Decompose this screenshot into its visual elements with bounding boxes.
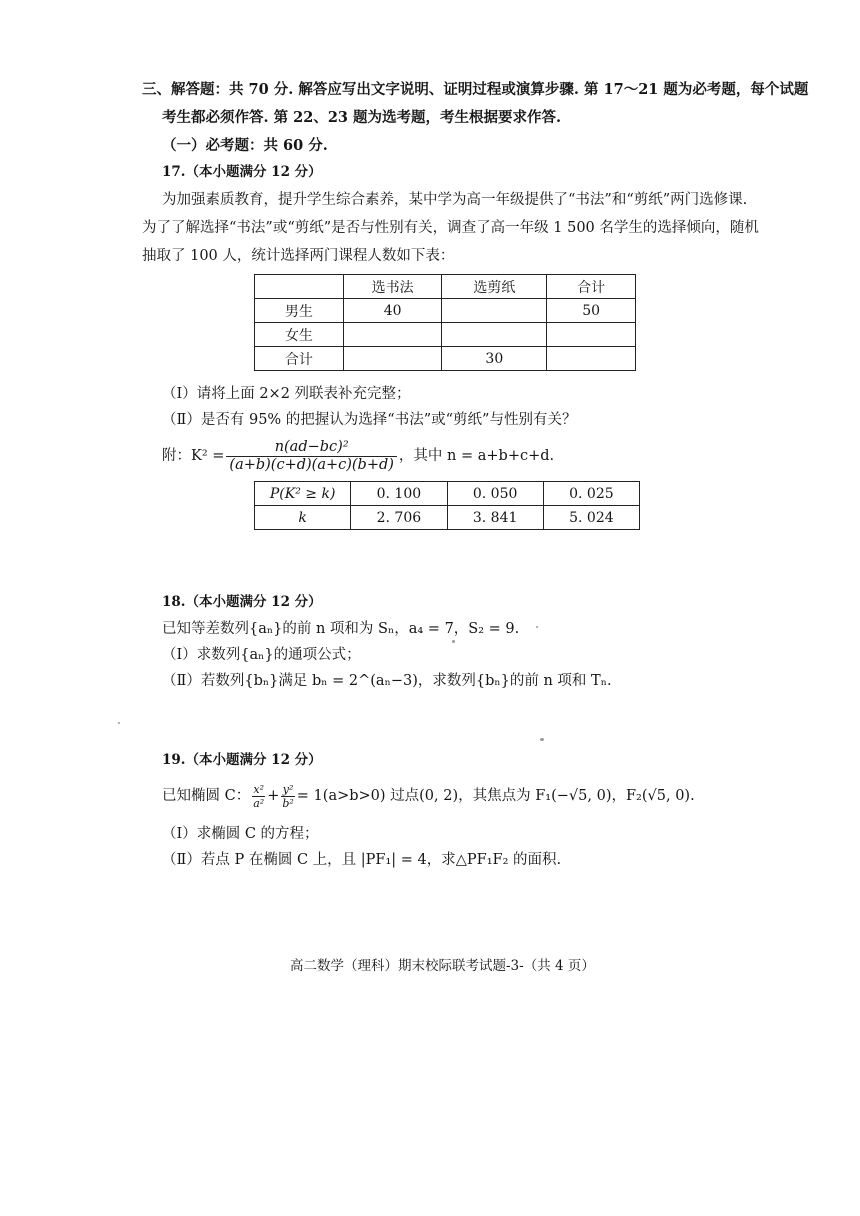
section-title-line2: 考生都必须作答. 第 22、23 题为选考题，考生根据要求作答. [162,109,562,126]
page-footer: 高二数学（理科）期末校际联考试题-3-（共 4 页） [290,958,595,974]
q17-paragraph-line3: 抽取了 100 人，统计选择两门课程人数如下表： [142,248,455,264]
table-cell: P(K² ≥ k) [255,482,351,506]
q18-heading: 18.（本小题满分 12 分） [162,594,322,610]
table-cell [547,323,636,347]
scan-speck [536,626,538,628]
table-cell [255,275,344,299]
table-cell: 男生 [255,299,344,323]
table-header-row [255,275,636,299]
y-numerator: y² [282,782,294,796]
formula-numerator: n(ad−bc)² [226,439,397,457]
q19-part2: （Ⅱ）若点 P 在椭圆 C 上，且 |PF₁| = 4，求△PF₁F₂ 的面积. [162,852,562,868]
q19-heading: 19.（本小题满分 12 分） [162,752,322,768]
y-fraction [281,783,294,810]
critical-value-table [254,481,640,530]
q17-part1: （Ⅰ）请将上面 2×2 列联表补充完整； [162,386,411,402]
q17-part2: （Ⅱ）是否有 95% 的把握认为选择“书法”或“剪纸”与性别有关？ [162,412,577,428]
x-fraction [252,783,265,810]
table-cell: 0. 025 [543,482,639,506]
q19-stem-prefix: 已知椭圆 C： [162,788,251,804]
q18-stem: 已知等差数列{aₙ}的前 n 项和为 Sₙ，a₄ = 7，S₂ = 9. [162,621,520,637]
table-cell: 0. 050 [447,482,543,506]
q18-part2: （Ⅱ）若数列{bₙ}满足 bₙ = 2^(aₙ−3)，求数列{bₙ}的前 n 项和 Tₙ. [162,673,612,689]
table-cell [442,299,547,323]
q18-part1: （Ⅰ）求数列{aₙ}的通项公式； [162,647,361,663]
section-subtitle: （一）必考题：共 60 分. [162,137,328,154]
x-numerator: x² [253,782,265,796]
q19-stem-suffix: = 1(a>b>0) 过点(0, 2)，其焦点为 F₁(−√5, 0)，F₂(√5, 0). [296,788,695,804]
y-denominator: b² [282,796,294,810]
section-title-line1: 三、解答题：共 70 分. 解答应写出文字说明、证明过程或演算步骤. 第 17～21 题为必考题，每个试题 [142,81,809,98]
table-cell: 选剪纸 [442,275,547,299]
k-squared-formula [162,438,554,474]
table-cell: 5. 024 [543,506,639,530]
table-cell [343,323,442,347]
table-cell: 40 [343,299,442,323]
q19-part1: （Ⅰ）求椭圆 C 的方程； [162,826,319,842]
table-cell: k [255,506,351,530]
contingency-table [254,274,636,371]
table-cell: 选书法 [343,275,442,299]
scan-speck [540,738,544,741]
table-cell: 合计 [547,275,636,299]
q17-paragraph-line2: 为了了解选择“书法”或“剪纸”是否与性别有关，调查了高一年级 1 500 名学生的选择倾向，随机 [142,220,759,236]
q19-stem: 已知椭圆 C： $\frac{\text{x²}}{\text{a²}}$ + $\frac{\text{y²}}{\text{b²}}$ = 1(a>b>0) 过点(0, 2)，其焦点为 F₁(−√5, 0)，F₂(√5, 0). [162,782,695,810]
table-cell: 女生 [255,323,344,347]
table-row [255,347,636,371]
table-row [255,299,636,323]
table-cell [547,347,636,371]
formula-suffix: ，其中 n = a+b+c+d. [398,448,555,464]
table-row [255,323,636,347]
table-row [255,506,640,530]
table-cell: 0. 100 [351,482,447,506]
table-row [255,482,640,506]
scan-speck [452,640,455,643]
formula-fraction [226,439,397,474]
table-cell: 合计 [255,347,344,371]
q17-heading: 17.（本小题满分 12 分） [162,164,322,180]
q17-paragraph-line1: 为加强素质教育，提升学生综合素养，某中学为高一年级提供了“书法”和“剪纸”两门选修课. [162,192,748,208]
table-cell: 30 [442,347,547,371]
table-cell: 50 [547,299,636,323]
formula-prefix: 附：K² = [162,448,225,464]
table-cell: 2. 706 [351,506,447,530]
table-cell [442,323,547,347]
x-denominator: a² [253,796,265,810]
table-cell [343,347,442,371]
formula-denominator: (a+b)(c+d)(a+c)(b+d) [229,456,394,473]
scan-speck [118,722,120,724]
table-cell: 3. 841 [447,506,543,530]
